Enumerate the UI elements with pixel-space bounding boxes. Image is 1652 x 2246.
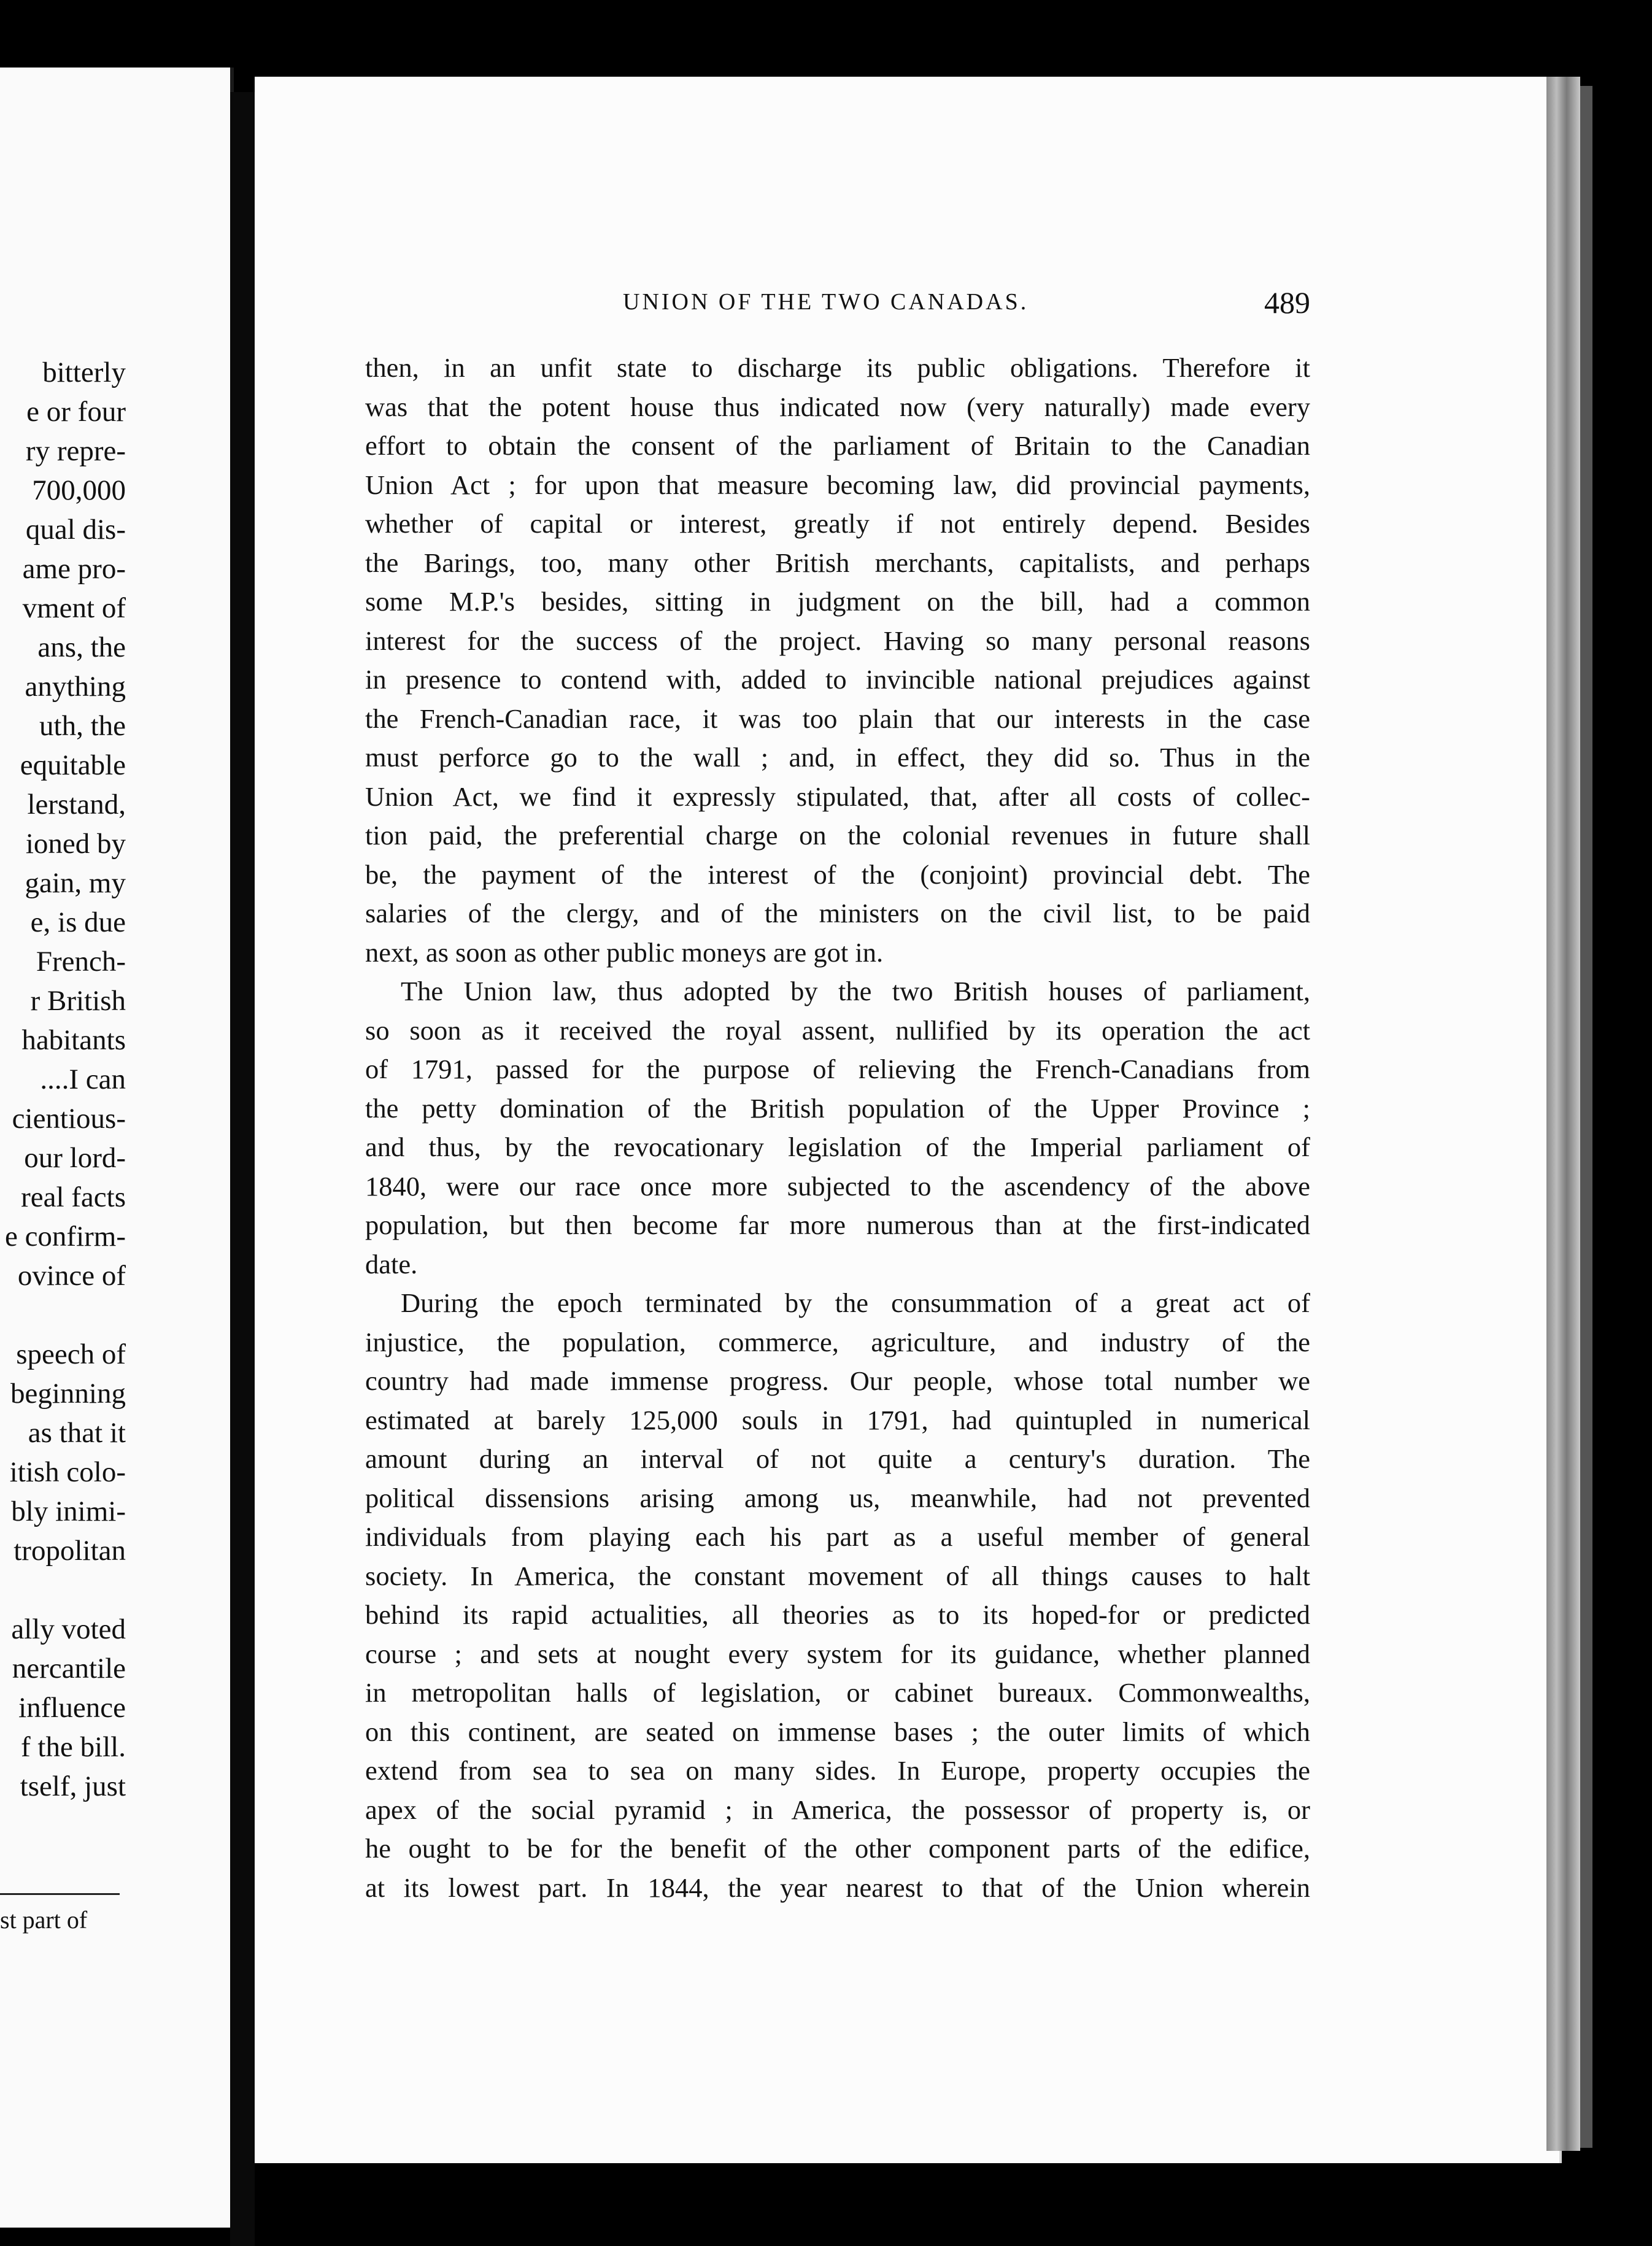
text-line: was that the potent house thus indicated now (very naturally) made every	[365, 391, 1310, 422]
text-line: interest for the success of the project. Having so many personal reasons	[365, 625, 1310, 656]
text-line: During the epoch terminated by the consummation of a great act of	[401, 1287, 1310, 1318]
text-line: of 1791, passed for the purpose of relieving the French-Canadians from	[365, 1054, 1310, 1084]
previous-page-line: uth, the	[39, 710, 126, 742]
previous-page-line: ry repre-	[25, 435, 126, 467]
text-line: next, as soon as other public moneys are got in.	[365, 936, 884, 968]
text-line: be, the payment of the interest of the (conjoint) provincial debt. The	[365, 859, 1310, 890]
previous-page-line: ioned by	[25, 828, 126, 860]
text-line: political dissensions arising among us, meanwhile, had not prevented	[365, 1482, 1310, 1513]
text-line: then, in an unfit state to discharge its public obligations. Therefore it	[365, 352, 1310, 383]
text-line: individuals from playing each his part as a useful member of general	[365, 1521, 1310, 1552]
text-line: behind its rapid actualities, all theories as to its hoped-for or predicted	[365, 1599, 1310, 1630]
previous-page-line: as that it	[28, 1417, 126, 1449]
text-line: must perforce go to the wall ; and, in effect, they did so. Thus in the	[365, 742, 1310, 773]
footnote-rule	[0, 1893, 120, 1895]
previous-page-text	[5, 353, 126, 1806]
text-line: amount during an interval of not quite a century's duration. The	[365, 1443, 1310, 1474]
text-line: the Barings, too, many other British merchants, capitalists, and perhaps	[365, 547, 1310, 578]
previous-page-fragment	[0, 68, 234, 2228]
previous-page-line: real facts	[21, 1181, 126, 1213]
previous-page-line: speech of	[16, 1338, 126, 1370]
book-gutter	[230, 92, 255, 2246]
previous-page-line: ans, the	[37, 631, 126, 663]
previous-page-line: e, is due	[30, 906, 126, 938]
previous-page-line: e or four	[26, 396, 126, 428]
text-line: at its lowest part. In 1844, the year nearest to that of the Union wherein	[365, 1872, 1310, 1903]
text-line: the French-Canadian race, it was too plain that our interests in the case	[365, 703, 1310, 734]
previous-page-line: cientious-	[12, 1103, 126, 1135]
text-line: in metropolitan halls of legislation, or cabinet bureaux. Commonwealths,	[365, 1677, 1310, 1708]
text-line: whether of capital or interest, greatly if not entirely depend. Besides	[365, 508, 1310, 539]
text-line: and thus, by the revocationary legislation of the Imperial parliament of	[365, 1132, 1310, 1162]
previous-page-line: anything	[25, 671, 126, 703]
previous-page-line: beginning	[10, 1378, 126, 1410]
previous-page-line: French-	[36, 946, 126, 978]
text-line: in presence to contend with, added to invincible national prejudices against	[365, 664, 1310, 695]
previous-page-line: ally voted	[11, 1613, 126, 1645]
text-line: salaries of the clergy, and of the ministers on the civil list, to be paid	[365, 898, 1310, 928]
previous-page-line: equitable	[20, 749, 126, 781]
text-line: country had made immense progress. Our people, whose total number we	[365, 1365, 1310, 1396]
previous-page-line: tropolitan	[14, 1535, 126, 1567]
text-line: estimated at barely 125,000 souls in 1791, had quintupled in numerical	[365, 1404, 1310, 1435]
previous-page-line: 700,000	[32, 474, 126, 506]
previous-page-line: f the bill.	[21, 1731, 126, 1763]
text-line: population, but then become far more numerous than at the first-indicated	[365, 1210, 1310, 1240]
page-edge-stack	[1546, 77, 1580, 2151]
text-line: the petty domination of the British population of the Upper Province ;	[365, 1092, 1310, 1124]
paragraph-gap	[5, 1570, 126, 1610]
text-line: Union Act, we find it expressly stipulated, that, after all costs of collec-	[365, 781, 1310, 812]
text-line: course ; and sets at nought every system for its guidance, whether planned	[365, 1638, 1310, 1669]
previous-page-line: tself, just	[20, 1770, 126, 1802]
previous-page-line: influence	[18, 1692, 126, 1724]
previous-page-line: ame pro-	[22, 553, 126, 585]
previous-page-line: gain, my	[25, 867, 126, 899]
text-line: injustice, the population, commerce, agriculture, and industry of the	[365, 1326, 1310, 1357]
previous-page-line: vment of	[22, 592, 126, 624]
previous-page-line: nercantile	[12, 1653, 126, 1684]
text-line: tion paid, the preferential charge on the colonial revenues in future shall	[365, 820, 1310, 851]
text-line: extend from sea to sea on many sides. In Europe, property occupies the	[365, 1755, 1310, 1786]
previous-page-line: bitterly	[42, 357, 126, 388]
previous-page-line: qual dis-	[25, 514, 126, 546]
text-line: effort to obtain the consent of the parliament of Britain to the Canadian	[365, 430, 1310, 461]
text-line: on this continent, are seated on immense bases ; the outer limits of which	[365, 1716, 1310, 1747]
running-head-title: UNION OF THE TWO CANADAS.	[623, 289, 1029, 315]
page-edge-shadow	[1580, 86, 1592, 2148]
previous-page-line: itish colo-	[9, 1456, 126, 1488]
previous-page-line: ....I can	[40, 1063, 126, 1095]
text-line: some M.P.'s besides, sitting in judgment on the bill, had a common	[365, 586, 1310, 617]
previous-page-line: ovince of	[17, 1260, 126, 1292]
previous-page-line: lerstand,	[27, 789, 126, 820]
paragraph-gap	[5, 1295, 126, 1335]
text-line: The Union law, thus adopted by the two British houses of parliament,	[401, 976, 1310, 1006]
text-line: apex of the social pyramid ; in America, the possessor of property is, or	[365, 1794, 1310, 1825]
previous-page-footnote: st part of	[0, 1906, 88, 1934]
text-line: date.	[365, 1248, 418, 1279]
running-head	[365, 285, 1310, 325]
text-line: Union Act ; for upon that measure becoming law, did provincial payments,	[365, 469, 1310, 500]
previous-page-line: bly inimi-	[11, 1495, 126, 1527]
previous-page-line: our lord-	[24, 1142, 126, 1174]
text-line: so soon as it received the royal assent, nullified by its operation the act	[365, 1014, 1310, 1046]
previous-page-line: habitants	[21, 1024, 126, 1056]
previous-page-line: r British	[30, 985, 126, 1017]
text-line: society. In America, the constant movement of all things causes to halt	[365, 1560, 1310, 1591]
text-line: he ought to be for the benefit of the other component parts of the edifice,	[365, 1833, 1310, 1864]
page-body	[365, 349, 1310, 1907]
page-number: 489	[1264, 285, 1310, 320]
text-line: 1840, were our race once more subjected to the ascendency of the above	[365, 1170, 1310, 1202]
previous-page-line: e confirm-	[4, 1221, 126, 1252]
